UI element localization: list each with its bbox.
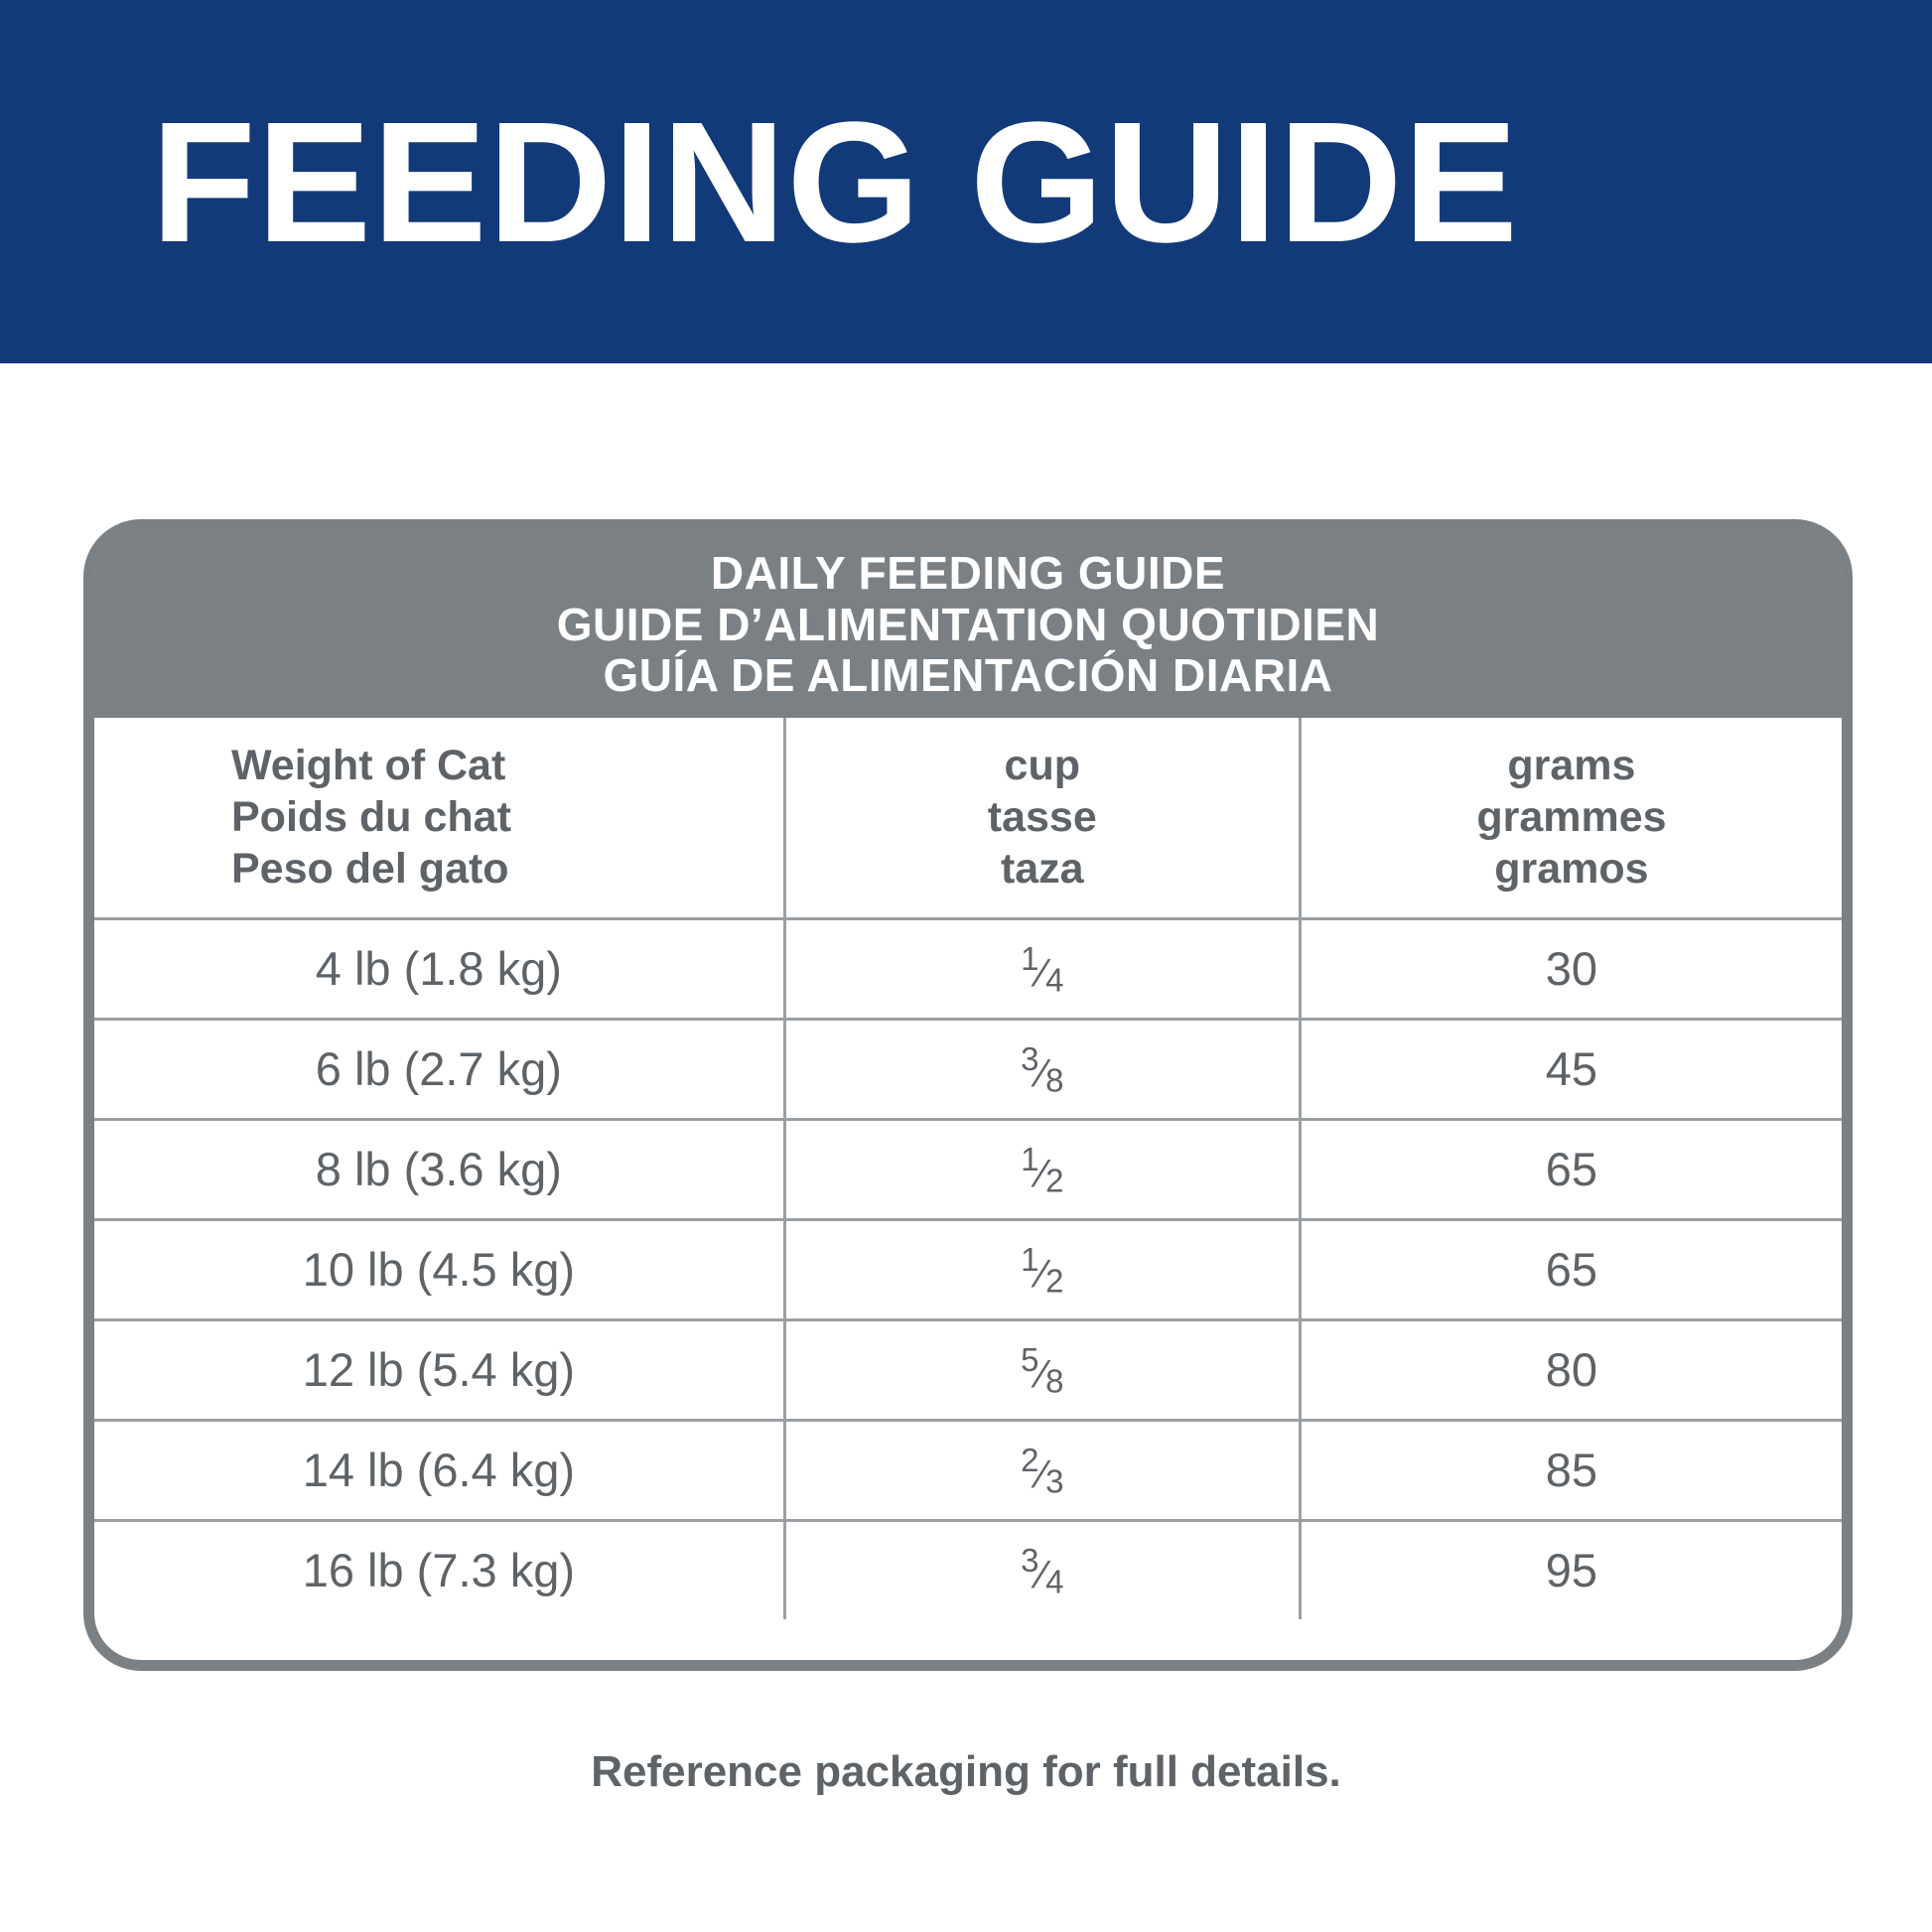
fraction-slash: ⁄ [1038, 1452, 1046, 1497]
fraction-denominator: 2 [1045, 1162, 1064, 1199]
fraction-denominator: 4 [1045, 1563, 1064, 1600]
table-row [94, 1219, 1842, 1319]
cell-cup [784, 1520, 1300, 1619]
fraction-slash: ⁄ [1038, 1152, 1046, 1196]
fraction-numerator: 5 [1021, 1340, 1039, 1378]
cell-weight: 10 lb (4.5 kg) [94, 1219, 784, 1319]
cell-cup [784, 1319, 1300, 1420]
column-header-weight-fr: Poids du chat [231, 793, 511, 841]
card-title-es: GUÍA DE ALIMENTACIÓN DIARIA [603, 649, 1333, 702]
column-header-weight-es: Peso del gato [231, 845, 509, 894]
cell-cup [784, 1119, 1300, 1219]
cell-grams: 65 [1300, 1119, 1842, 1219]
cell-grams: 80 [1300, 1319, 1842, 1420]
footnote: Reference packaging for full details. [591, 1747, 1341, 1796]
table-body [94, 918, 1842, 1619]
feeding-table [94, 718, 1842, 1619]
table-row [94, 1019, 1842, 1119]
table-row [94, 1420, 1842, 1520]
card-title-fr: GUIDE D’ALIMENTATION QUOTIDIEN [556, 598, 1380, 650]
column-header-grams-fr: grammes [1476, 793, 1667, 841]
card-title-en: DAILY FEEDING GUIDE [710, 547, 1226, 599]
column-header-cup-es: taza [1000, 845, 1084, 894]
fraction-slash: ⁄ [1038, 1553, 1046, 1597]
fraction-numerator: 1 [1021, 1140, 1039, 1177]
fraction-denominator: 8 [1045, 1362, 1064, 1400]
fraction [1021, 1541, 1064, 1600]
table-row [94, 918, 1842, 1019]
column-header-grams-es: gramos [1494, 845, 1649, 894]
cell-weight: 14 lb (6.4 kg) [94, 1420, 784, 1520]
column-header-cup [784, 718, 1300, 919]
fraction [1021, 1441, 1064, 1500]
card-header [94, 530, 1842, 718]
cell-grams: 65 [1300, 1219, 1842, 1319]
table-row [94, 1319, 1842, 1420]
cell-grams: 95 [1545, 1544, 1598, 1597]
fraction [1021, 1340, 1064, 1400]
fraction-slash: ⁄ [1038, 1252, 1046, 1297]
column-header-grams [1300, 718, 1842, 919]
fraction [1021, 1140, 1064, 1199]
header-banner [0, 0, 1932, 363]
table-header-row [94, 718, 1842, 919]
cell-cup [784, 918, 1300, 1019]
cell-grams: 30 [1300, 918, 1842, 1019]
cell-weight: 16 lb (7.3 kg) [94, 1520, 784, 1619]
fraction-numerator: 3 [1021, 1039, 1039, 1077]
daily-feeding-guide-card [83, 519, 1853, 1671]
fraction-numerator: 1 [1021, 939, 1039, 977]
cell-cup [784, 1219, 1300, 1319]
column-header-weight [94, 718, 784, 919]
fraction-numerator: 1 [1021, 1240, 1039, 1278]
fraction-denominator: 8 [1045, 1061, 1064, 1099]
cell-weight: 6 lb (2.7 kg) [94, 1019, 784, 1119]
fraction-numerator: 2 [1021, 1441, 1039, 1478]
fraction [1021, 939, 1064, 999]
cell-cup [784, 1019, 1300, 1119]
cell-cup [784, 1420, 1300, 1520]
cell-weight: 8 lb (3.6 kg) [94, 1119, 784, 1219]
column-header-grams-en: grams [1507, 741, 1636, 789]
fraction-denominator: 4 [1045, 961, 1064, 999]
cell-weight: 4 lb (1.8 kg) [94, 918, 784, 1019]
table-row [94, 1119, 1842, 1219]
fraction-numerator: 3 [1021, 1541, 1039, 1579]
cell-grams: 85 [1300, 1420, 1842, 1520]
cell-weight: 12 lb (5.4 kg) [94, 1319, 784, 1420]
column-header-cup-en: cup [1004, 741, 1080, 789]
fraction-denominator: 2 [1045, 1262, 1064, 1300]
page-title: FEEDING GUIDE [151, 84, 1519, 278]
fraction-denominator: 3 [1045, 1462, 1064, 1500]
fraction-slash: ⁄ [1038, 951, 1046, 996]
cell-grams: 45 [1300, 1019, 1842, 1119]
column-header-weight-en: Weight of Cat [231, 741, 506, 789]
fraction-slash: ⁄ [1038, 1352, 1046, 1397]
fraction [1021, 1039, 1064, 1099]
fraction-slash: ⁄ [1038, 1051, 1046, 1096]
column-header-cup-fr: tasse [987, 793, 1097, 841]
table-row [94, 1520, 1842, 1619]
fraction [1021, 1240, 1064, 1300]
